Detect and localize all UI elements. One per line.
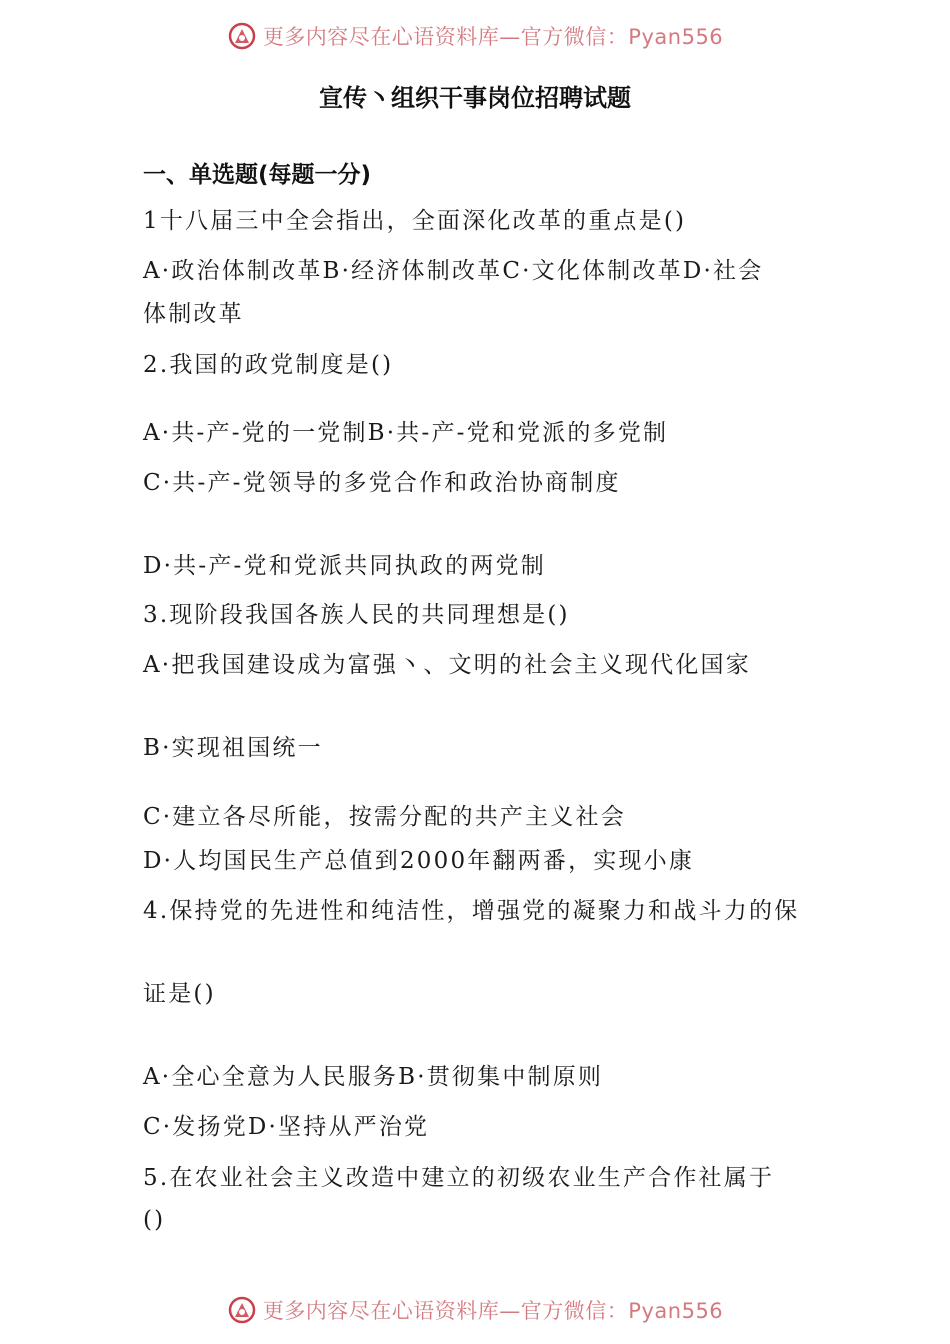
section-heading: 一、单选题(每题一分) xyxy=(143,162,372,188)
option-line: C·共-产-党领导的多党合作和政治协商制度 xyxy=(143,470,621,496)
option-line: D·人均国民生产总值到2000年翻两番，实现小康 xyxy=(143,848,695,874)
option-line: A·政治体制改革B·经济体制改革C·文化体制改革D·社会 xyxy=(143,258,764,284)
question-line: () xyxy=(143,1207,166,1233)
option-line: A·把我国建设成为富强丶、文明的社会主义现代化国家 xyxy=(143,652,751,678)
question-line: 4.保持党的先进性和纯洁性，增强党的凝聚力和战斗力的保 xyxy=(143,898,800,924)
watermark-text: 更多内容尽在心语资料库—官方微信：Pyan556 xyxy=(262,25,724,49)
question-line: 2.我国的政党制度是() xyxy=(143,352,394,378)
option-line: A·共-产-党的一党制B·共-产-党和党派的多党制 xyxy=(143,420,669,446)
question-line: 5.在农业社会主义改造中建立的初级农业生产合作社属于 xyxy=(143,1165,775,1191)
option-line: C·发扬党D·坚持从严治党 xyxy=(143,1114,430,1140)
option-line: D·共-产-党和党派共同执政的两党制 xyxy=(143,553,546,579)
bottom-watermark-banner xyxy=(0,1290,950,1330)
option-line: 体制改革 xyxy=(143,301,244,327)
option-line: C·建立各尽所能，按需分配的共产主义社会 xyxy=(143,804,626,830)
watermark-text: 更多内容尽在心语资料库—官方微信：Pyan556 xyxy=(262,1299,724,1323)
top-watermark-banner xyxy=(0,16,950,56)
document-title: 宣传丶组织干事岗位招聘试题 xyxy=(319,84,631,112)
question-line: 3.现阶段我国各族人民的共同理想是() xyxy=(143,602,570,628)
question-line: 证是() xyxy=(143,981,216,1007)
option-line: B·实现祖国统一 xyxy=(143,735,323,761)
watermark-logo-icon xyxy=(227,21,257,51)
watermark-logo-icon xyxy=(227,1295,257,1325)
option-line: A·全心全意为人民服务B·贯彻集中制原则 xyxy=(143,1064,604,1090)
question-line: 1十八届三中全会指出，全面深化改革的重点是() xyxy=(143,208,687,234)
